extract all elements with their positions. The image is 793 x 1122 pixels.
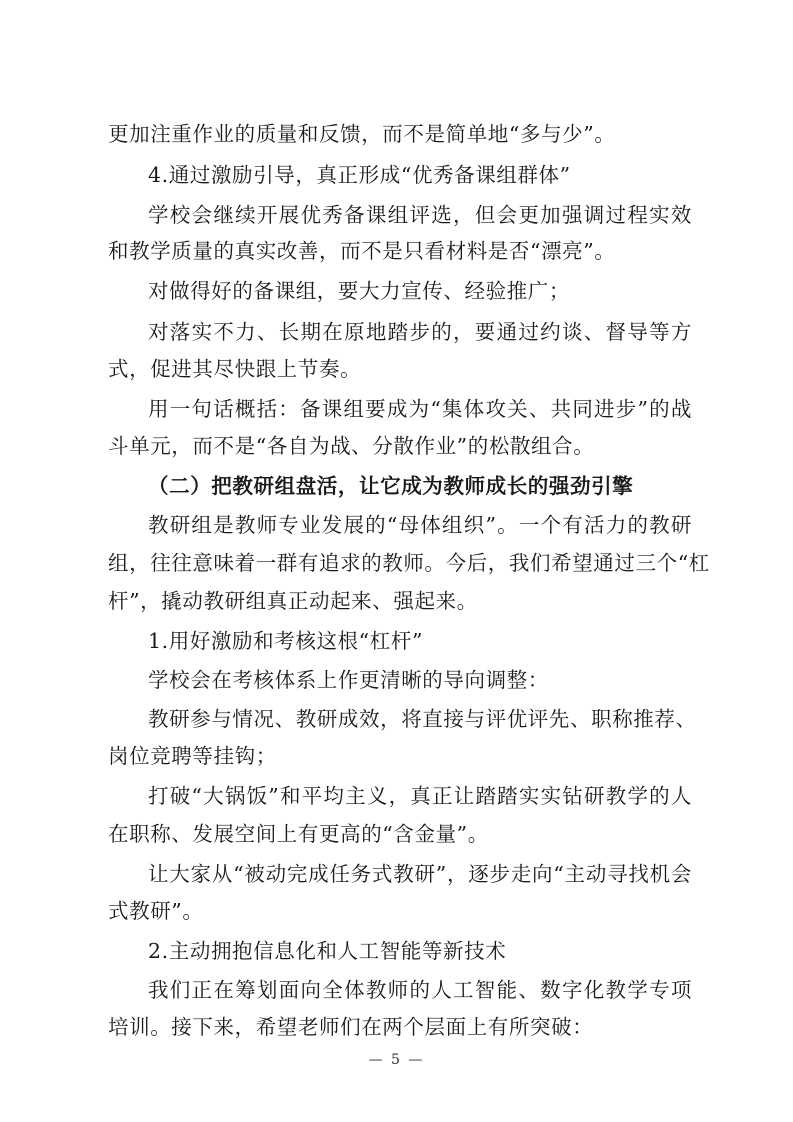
text-line: 杆”，撬动教研组真正动起来、强起来。: [108, 589, 478, 613]
text-line: 打破“大锅饭”和平均主义，真正让踏踏实实钻研教学的人: [148, 784, 692, 808]
text-line: 斗单元，而不是“各自为战、分散作业”的松散组合。: [108, 434, 595, 458]
text-line: 更加注重作业的质量和反馈，而不是简单地“多与少”。: [108, 122, 616, 146]
text-line: 用一句话概括：备课组要成为“集体攻关、共同进步”的战: [148, 397, 692, 421]
text-line: 式教研”。: [108, 899, 204, 923]
text-line: 和教学质量的真实改善，而不是只看材料是否“漂亮”。: [108, 239, 616, 263]
section-heading: （二）把教研组盘活，让它成为教师成长的强劲引擎: [148, 474, 634, 498]
text-line: 教研组是教师专业发展的“母体组织”。一个有活力的教研: [148, 513, 692, 537]
text-line: 学校会继续开展优秀备课组评选，但会更加强调过程实效: [148, 203, 692, 227]
text-line: 教研参与情况、教研成效，将直接与评优评先、职称推荐、: [148, 707, 697, 731]
subsection-heading: 2.主动拥抱信息化和人工智能等新技术: [148, 939, 507, 963]
text-line: 对做得好的备课组，要大力宣传、经验推广；: [148, 279, 570, 303]
page-number: — 5 —: [368, 1052, 425, 1068]
text-line: 对落实不力、长期在原地踏步的，要通过约谈、督导等方: [148, 320, 692, 344]
text-line: 在职称、发展空间上有更高的“含金量”。: [108, 822, 489, 846]
subsection-heading: 1.用好激励和考核这根“杠杆”: [148, 629, 424, 653]
text-line: 我们正在筹划面向全体教师的人工智能、数字化教学专项: [148, 978, 692, 1002]
text-line: 培训。接下来，希望老师们在两个层面上有所突破：: [108, 1015, 594, 1039]
text-line: 让大家从“被动完成任务式教研”，逐步走向“主动寻找机会: [148, 862, 692, 886]
text-line: 组，往往意味着一群有追求的教师。今后，我们希望通过三个“杠: [108, 551, 710, 575]
text-line: 岗位竞聘等挂钩；: [108, 744, 277, 768]
text-line: 式，促进其尽快跟上节奏。: [108, 357, 362, 381]
text-line: 学校会在考核体系上作更清晰的导向调整：: [148, 668, 549, 692]
subsection-heading: 4.通过激励引导，真正形成“优秀备课组群体”: [148, 163, 571, 187]
